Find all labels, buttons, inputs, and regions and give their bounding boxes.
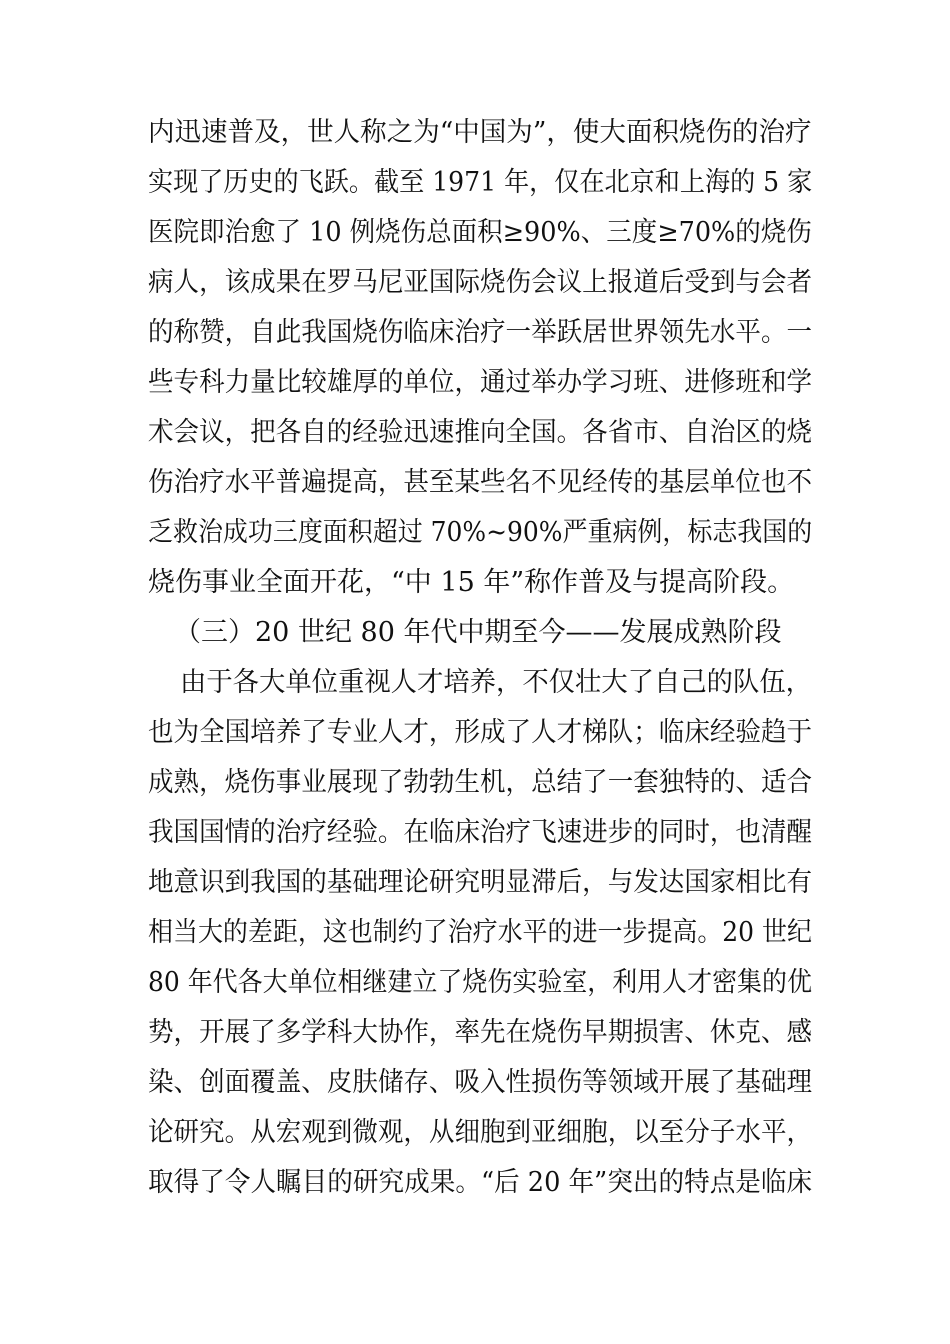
text-line: 烧伤事业全面开花，“中 15 年”称作普及与提高阶段。 [148, 567, 795, 598]
text-line: 病人，该成果在罗马尼亚国际烧伤会议上报道后受到与会者 [148, 267, 813, 298]
text-line: 伤治疗水平普遍提高，甚至某些名不见经传的基层单位也不 [148, 467, 813, 498]
text-line: 染、创面覆盖、皮肤储存、吸入性损伤等领域开展了基础理 [148, 1067, 813, 1098]
text-line: 也为全国培养了专业人才，形成了人才梯队；临床经验趋于 [148, 717, 813, 748]
text-line: 术会议，把各自的经验迅速推向全国。各省市、自治区的烧 [148, 417, 813, 448]
text-line: 成熟，烧伤事业展现了勃勃生机，总结了一套独特的、适合 [148, 767, 813, 798]
text-line: 的称赞，自此我国烧伤临床治疗一举跃居世界领先水平。一 [148, 317, 813, 348]
text-line: 我国国情的治疗经验。在临床治疗飞速进步的同时，也清醒 [148, 817, 813, 848]
text-line: 乏救治成功三度面积超过 70%~90%严重病例，标志我国的 [148, 517, 813, 548]
text-line: 由于各大单位重视人才培养，不仅壮大了自己的队伍， [180, 667, 812, 698]
text-line: 80 年代各大单位相继建立了烧伤实验室，利用人才密集的优 [148, 967, 812, 998]
text-line: 医院即治愈了 10 例烧伤总面积≥90%、三度≥70%的烧伤 [148, 217, 812, 248]
text-line: 取得了令人瞩目的研究成果。“后 20 年”突出的特点是临床 [148, 1167, 813, 1198]
text-line: 论研究。从宏观到微观，从细胞到亚细胞，以至分子水平， [148, 1117, 813, 1148]
text-line: 相当大的差距，这也制约了治疗水平的进一步提高。20 世纪 [148, 917, 812, 948]
text-line: 实现了历史的飞跃。截至 1971 年，仅在北京和上海的 5 家 [148, 167, 813, 198]
text-line: 些专科力量比较雄厚的单位，通过举办学习班、进修班和学 [148, 367, 813, 398]
section-heading: （三）20 世纪 80 年代中期至今——发展成熟阶段 [174, 617, 782, 648]
text-line: 地意识到我国的基础理论研究明显滞后，与发达国家相比有 [148, 867, 813, 898]
text-line: 势，开展了多学科大协作，率先在烧伤早期损害、休克、感 [148, 1017, 813, 1048]
text-line: 内迅速普及，世人称之为“中国为”，使大面积烧伤的治疗 [148, 117, 812, 148]
